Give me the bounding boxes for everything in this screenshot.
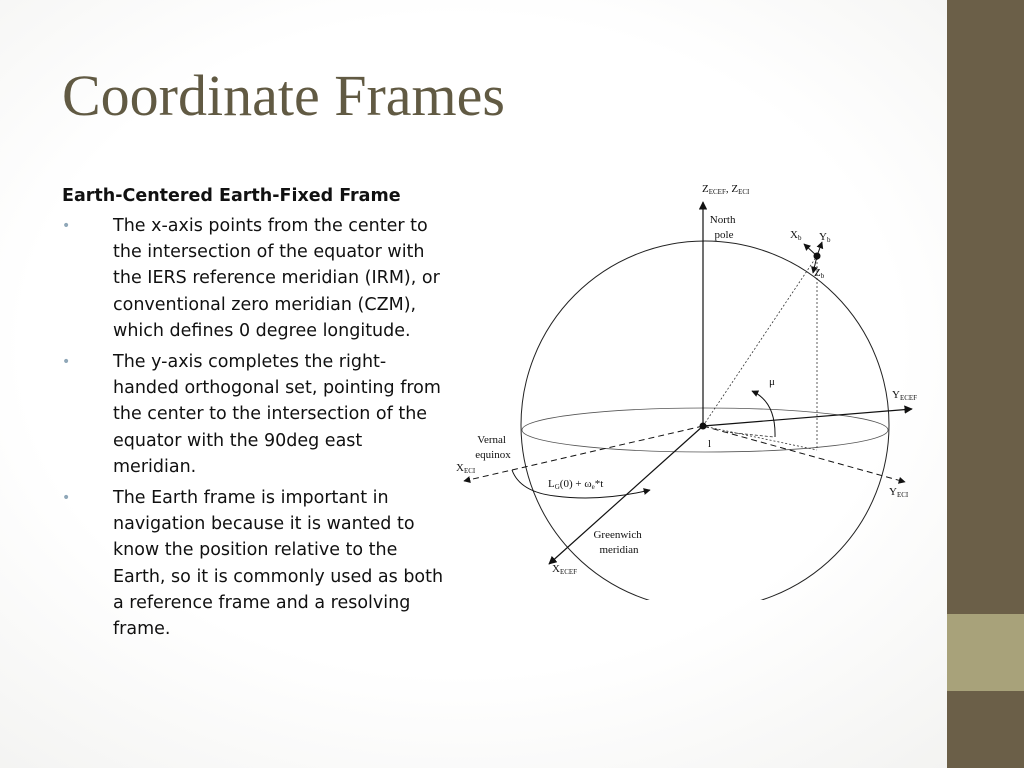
- earth-center-point: [700, 423, 707, 430]
- equator-projection-line: [703, 426, 817, 450]
- body-x-axis: [804, 244, 817, 256]
- earth-rotation-label: LG(0) + ωe*t: [548, 478, 604, 491]
- slide-title: Coordinate Frames: [62, 63, 505, 128]
- y-eci-axis-line: [703, 426, 905, 482]
- bullet-icon: •: [62, 218, 71, 234]
- bullet-text: The y-axis completes the right-handed orthogonal set, pointing from the center to the intersection of the equator with the 90deg east meridian.: [113, 352, 441, 477]
- body-z-label: Zb: [814, 267, 825, 280]
- north-pole-label: North pole: [709, 214, 736, 241]
- bullet-list: [62, 213, 447, 642]
- body-x-label: Xb: [790, 229, 802, 242]
- l-label: l: [708, 438, 712, 450]
- x-ecef-label: XECEF: [552, 563, 578, 576]
- bullet-text: The x-axis points from the center to the intersection of the equator with the IERS reference meridian (IRM), or conventional zero meridian (CZM), which defines 0 degree longitude.: [113, 216, 440, 341]
- bullet-icon: •: [62, 490, 71, 507]
- bullet-item: [62, 349, 447, 480]
- slide-content: [62, 183, 447, 647]
- y-ecef-label: YECEF: [892, 389, 918, 402]
- side-accent-block: [947, 614, 1024, 691]
- x-eci-label: XECI: [456, 462, 476, 475]
- body-position-dotted-line: [703, 256, 817, 426]
- bullet-item: [62, 213, 447, 344]
- z-axis-label: ZECEF, ZECI: [702, 183, 750, 196]
- bullet-item: [62, 485, 447, 642]
- greenwich-meridian-label: Greenwich meridian: [593, 529, 642, 556]
- mu-label: μ: [769, 376, 775, 388]
- bullet-icon: •: [62, 354, 71, 371]
- earth-sphere: [521, 241, 889, 600]
- bullet-text: The Earth frame is important in navigation because it is wanted to know the position relative to the Earth, so it is commonly used as both a reference frame and a resolving frame.: [113, 488, 444, 640]
- body-y-label: Yb: [819, 231, 831, 244]
- equator-ellipse: [522, 408, 888, 452]
- vernal-equinox-label: Vernal equinox: [475, 434, 511, 461]
- y-eci-label: YECI: [889, 486, 909, 499]
- section-subtitle: Earth-Centered Earth-Fixed Frame: [62, 186, 401, 206]
- ecef-eci-diagram: [445, 175, 940, 600]
- latitude-arc: [752, 391, 775, 437]
